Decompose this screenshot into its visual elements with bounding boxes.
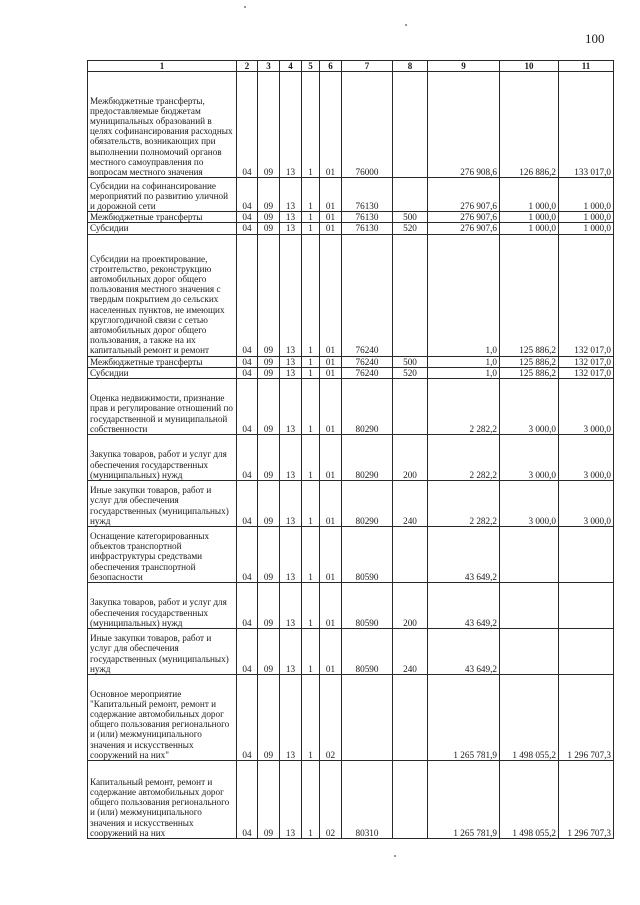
row-name-cell: Субсидии на проектирование, строительство, реконструкцию автомобильных дорог общего пользования местного значения с твердым покрытием до сельских населенных пунктов, не имеющих круглогодичной связи с сетью автомобильных дорог общего пользования, а также на их капитальный ремонт и ремонт [88, 234, 237, 356]
scan-speck [394, 855, 396, 857]
code-cell: 76240 [342, 234, 393, 356]
code-cell: 13 [280, 234, 302, 356]
code-cell: 240 [393, 629, 428, 675]
code-cell: 1 [302, 527, 320, 583]
code-cell [393, 72, 428, 178]
code-cell: 80590 [342, 527, 393, 583]
code-cell: 13 [280, 761, 302, 839]
row-name-cell: Основное мероприятие "Капитальный ремонт, ремонт и содержание автомобильных дорог общего пользования регионального и (или) межмуниципального значения и искусственных сооружений на них" [88, 675, 237, 761]
table-row [88, 761, 614, 839]
code-cell: 09 [258, 761, 280, 839]
row-name-cell: Межбюджетные трансферты, предоставляемые бюджетам муниципальных образований в целях софинансирования расходных обязательств, возникающих при выполнении полномочий органов местного самоуправления по вопросам местного значения [88, 72, 237, 178]
code-cell: 01 [320, 379, 342, 435]
code-cell: 04 [237, 379, 258, 435]
code-cell: 13 [280, 72, 302, 178]
code-cell: 13 [280, 212, 302, 223]
code-cell: 01 [320, 629, 342, 675]
page-number: 100 [585, 31, 605, 46]
scan-speck [405, 24, 407, 26]
code-cell: 09 [258, 212, 280, 223]
row-name-cell: Оснащение категорированных объектов транспортной инфраструктуры средствами обеспечения транспортной безопасности [88, 527, 237, 583]
row-name-cell: Иные закупки товаров, работ и услуг для обеспечения государственных (муниципальных) нужд [88, 481, 237, 527]
code-cell: 13 [280, 367, 302, 378]
code-cell: 01 [320, 367, 342, 378]
amount-cell: 276 907,6 [428, 223, 500, 234]
amount-cell [500, 527, 559, 583]
code-cell: 13 [280, 223, 302, 234]
amount-cell: 1,0 [428, 356, 500, 367]
amount-cell: 3 000,0 [559, 435, 614, 481]
code-cell: 520 [393, 223, 428, 234]
amount-cell: 2 282,2 [428, 379, 500, 435]
amount-cell [500, 629, 559, 675]
row-name-cell: Капитальный ремонт, ремонт и содержание автомобильных дорог общего пользования регионального и (или) межмуниципального значения и искусственных сооружений на них [88, 761, 237, 839]
amount-cell: 1,0 [428, 367, 500, 378]
row-name-cell: Субсидии [88, 223, 237, 234]
code-cell: 13 [280, 527, 302, 583]
code-cell: 80590 [342, 583, 393, 629]
scan-speck [244, 6, 246, 8]
amount-cell: 43 649,2 [428, 629, 500, 675]
code-cell: 04 [237, 72, 258, 178]
column-header: 8 [393, 61, 428, 72]
code-cell: 1 [302, 367, 320, 378]
amount-cell: 3 000,0 [500, 481, 559, 527]
table-row [88, 379, 614, 435]
amount-cell: 132 017,0 [559, 367, 614, 378]
amount-cell: 1 265 781,9 [428, 675, 500, 761]
code-cell: 1 [302, 212, 320, 223]
code-cell: 240 [393, 481, 428, 527]
table-row [88, 212, 614, 223]
code-cell: 02 [320, 675, 342, 761]
amount-cell: 2 282,2 [428, 435, 500, 481]
code-cell: 1 [302, 178, 320, 212]
code-cell: 02 [320, 761, 342, 839]
code-cell [393, 675, 428, 761]
code-cell: 13 [280, 481, 302, 527]
code-cell: 04 [237, 178, 258, 212]
code-cell: 09 [258, 178, 280, 212]
code-cell: 500 [393, 356, 428, 367]
row-name-cell: Межбюджетные трансферты [88, 212, 237, 223]
code-cell: 09 [258, 675, 280, 761]
code-cell: 09 [258, 367, 280, 378]
budget-table [87, 60, 614, 839]
code-cell: 1 [302, 379, 320, 435]
table-body [88, 72, 614, 839]
code-cell: 1 [302, 761, 320, 839]
code-cell: 04 [237, 367, 258, 378]
table-header-row [88, 61, 614, 72]
amount-cell: 43 649,2 [428, 527, 500, 583]
amount-cell: 1 498 055,2 [500, 675, 559, 761]
amount-cell [559, 527, 614, 583]
code-cell: 09 [258, 72, 280, 178]
amount-cell: 276 907,6 [428, 212, 500, 223]
code-cell: 09 [258, 379, 280, 435]
code-cell: 04 [237, 527, 258, 583]
amount-cell: 125 886,2 [500, 367, 559, 378]
code-cell: 09 [258, 527, 280, 583]
code-cell: 13 [280, 629, 302, 675]
amount-cell: 276 907,6 [428, 178, 500, 212]
code-cell: 1 [302, 481, 320, 527]
amount-cell: 3 000,0 [559, 379, 614, 435]
code-cell: 1 [302, 675, 320, 761]
code-cell: 76130 [342, 212, 393, 223]
amount-cell: 1 000,0 [500, 212, 559, 223]
code-cell [393, 761, 428, 839]
table-row [88, 356, 614, 367]
code-cell: 01 [320, 481, 342, 527]
code-cell: 13 [280, 435, 302, 481]
amount-cell: 3 000,0 [559, 481, 614, 527]
code-cell: 01 [320, 72, 342, 178]
code-cell: 01 [320, 178, 342, 212]
code-cell: 1 [302, 629, 320, 675]
code-cell: 80310 [342, 761, 393, 839]
amount-cell: 276 908,6 [428, 72, 500, 178]
code-cell: 04 [237, 234, 258, 356]
table-row [88, 367, 614, 378]
amount-cell: 132 017,0 [559, 234, 614, 356]
code-cell: 04 [237, 435, 258, 481]
amount-cell: 1 000,0 [559, 178, 614, 212]
code-cell [393, 178, 428, 212]
column-header: 6 [320, 61, 342, 72]
code-cell: 09 [258, 583, 280, 629]
code-cell: 04 [237, 481, 258, 527]
amount-cell: 1 498 055,2 [500, 761, 559, 839]
code-cell: 520 [393, 367, 428, 378]
code-cell: 1 [302, 435, 320, 481]
table-row [88, 234, 614, 356]
row-name-cell: Закупка товаров, работ и услуг для обеспечения государственных (муниципальных) нужд [88, 583, 237, 629]
column-header: 9 [428, 61, 500, 72]
amount-cell: 1 000,0 [500, 223, 559, 234]
code-cell: 13 [280, 583, 302, 629]
amount-cell [559, 583, 614, 629]
code-cell: 04 [237, 356, 258, 367]
code-cell: 09 [258, 356, 280, 367]
code-cell: 1 [302, 356, 320, 367]
code-cell [393, 234, 428, 356]
table-row [88, 675, 614, 761]
table-row [88, 223, 614, 234]
code-cell: 1 [302, 234, 320, 356]
table-row [88, 72, 614, 178]
column-header: 7 [342, 61, 393, 72]
code-cell: 09 [258, 234, 280, 356]
code-cell: 09 [258, 481, 280, 527]
code-cell: 01 [320, 356, 342, 367]
table-row [88, 527, 614, 583]
amount-cell: 133 017,0 [559, 72, 614, 178]
amount-cell: 3 000,0 [500, 379, 559, 435]
code-cell: 01 [320, 234, 342, 356]
code-cell: 76240 [342, 367, 393, 378]
code-cell: 80290 [342, 435, 393, 481]
code-cell: 09 [258, 223, 280, 234]
amount-cell: 1,0 [428, 234, 500, 356]
code-cell: 80290 [342, 481, 393, 527]
column-header: 1 [88, 61, 237, 72]
code-cell: 09 [258, 435, 280, 481]
row-name-cell: Субсидии [88, 367, 237, 378]
code-cell [342, 675, 393, 761]
code-cell: 04 [237, 761, 258, 839]
code-cell: 80290 [342, 379, 393, 435]
amount-cell: 125 886,2 [500, 234, 559, 356]
code-cell: 13 [280, 675, 302, 761]
code-cell: 500 [393, 212, 428, 223]
code-cell: 04 [237, 223, 258, 234]
column-header: 3 [258, 61, 280, 72]
row-name-cell: Иные закупки товаров, работ и услуг для обеспечения государственных (муниципальных) нужд [88, 629, 237, 675]
code-cell: 80590 [342, 629, 393, 675]
amount-cell: 3 000,0 [500, 435, 559, 481]
code-cell: 09 [258, 629, 280, 675]
amount-cell: 1 265 781,9 [428, 761, 500, 839]
code-cell [393, 379, 428, 435]
amount-cell: 1 296 707,3 [559, 675, 614, 761]
code-cell: 76000 [342, 72, 393, 178]
code-cell: 13 [280, 178, 302, 212]
code-cell: 04 [237, 629, 258, 675]
row-name-cell: Оценка недвижимости, признание прав и регулирование отношений по государственной и муниципальной собственности [88, 379, 237, 435]
amount-cell [559, 629, 614, 675]
amount-cell [500, 583, 559, 629]
code-cell: 76240 [342, 356, 393, 367]
row-name-cell: Закупка товаров, работ и услуг для обеспечения государственных (муниципальных) нужд [88, 435, 237, 481]
table-row [88, 435, 614, 481]
code-cell: 01 [320, 527, 342, 583]
column-header: 11 [559, 61, 614, 72]
table-row [88, 629, 614, 675]
code-cell: 200 [393, 583, 428, 629]
code-cell: 01 [320, 223, 342, 234]
code-cell: 1 [302, 583, 320, 629]
code-cell: 04 [237, 675, 258, 761]
amount-cell: 126 886,2 [500, 72, 559, 178]
column-header: 2 [237, 61, 258, 72]
code-cell: 76130 [342, 223, 393, 234]
column-header: 10 [500, 61, 559, 72]
code-cell: 04 [237, 212, 258, 223]
code-cell: 1 [302, 72, 320, 178]
code-cell: 13 [280, 379, 302, 435]
column-header: 4 [280, 61, 302, 72]
amount-cell: 2 282,2 [428, 481, 500, 527]
amount-cell: 1 296 707,3 [559, 761, 614, 839]
amount-cell: 1 000,0 [559, 212, 614, 223]
table-row [88, 583, 614, 629]
code-cell: 01 [320, 435, 342, 481]
code-cell: 01 [320, 583, 342, 629]
code-cell: 1 [302, 223, 320, 234]
code-cell [393, 527, 428, 583]
code-cell: 76130 [342, 178, 393, 212]
row-name-cell: Межбюджетные трансферты [88, 356, 237, 367]
code-cell: 200 [393, 435, 428, 481]
column-header: 5 [302, 61, 320, 72]
amount-cell: 125 886,2 [500, 356, 559, 367]
amount-cell: 132 017,0 [559, 356, 614, 367]
row-name-cell: Субсидии на софинансирование мероприятий по развитию уличной и дорожной сети [88, 178, 237, 212]
code-cell: 04 [237, 583, 258, 629]
code-cell: 13 [280, 356, 302, 367]
amount-cell: 1 000,0 [500, 178, 559, 212]
amount-cell: 43 649,2 [428, 583, 500, 629]
table-row [88, 481, 614, 527]
amount-cell: 1 000,0 [559, 223, 614, 234]
code-cell: 01 [320, 212, 342, 223]
table-row [88, 178, 614, 212]
